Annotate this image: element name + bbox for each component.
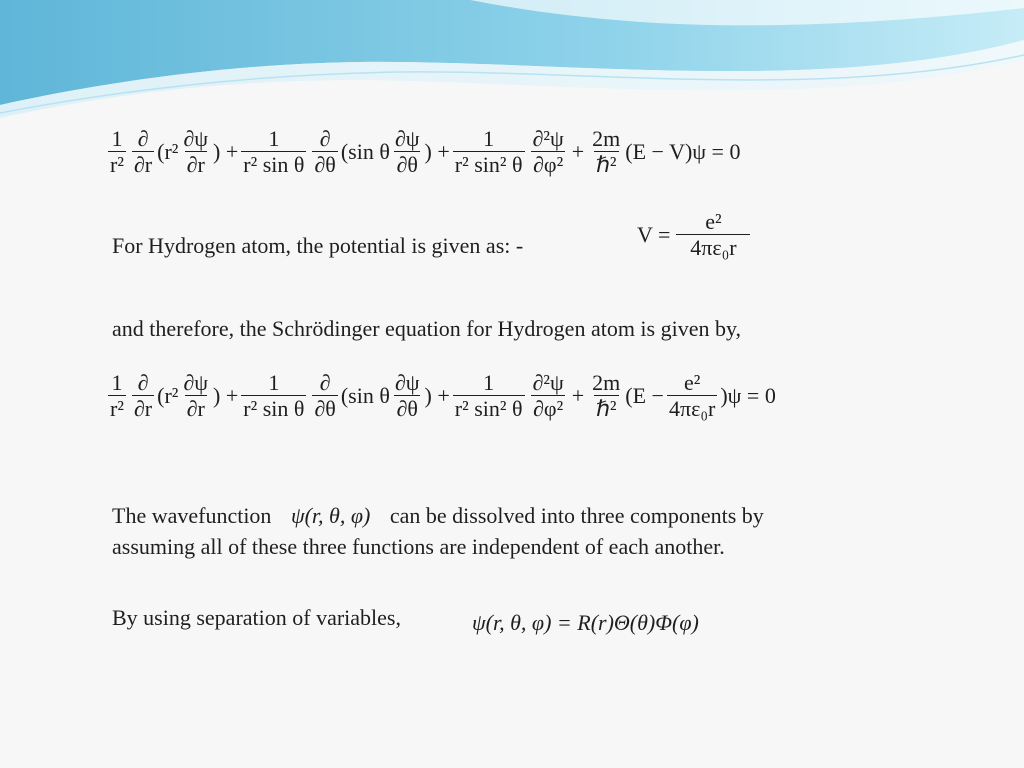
eq2-tail: )ψ = 0 xyxy=(720,383,776,409)
eq1-sin-open: (sin θ xyxy=(340,139,390,165)
equation-2 xyxy=(105,371,776,421)
eq1-close-plus: ) + xyxy=(213,139,239,165)
equation-1 xyxy=(105,127,740,177)
eq1-frac-1: $\frac{1}{\text{r²}}$ xyxy=(110,126,124,178)
eq2-open-2: (E − xyxy=(625,383,664,409)
schrodinger-text: and therefore, the Schrödinger equation for Hydrogen atom is given by, xyxy=(112,316,742,341)
eq1-frac-7: $\frac{1}{\text{r² sin² θ}}$ xyxy=(454,126,523,178)
eq2-frac-9: $\frac{2m}{\text{ℏ²}}$ xyxy=(592,370,621,422)
eq2-close-plus: ) + xyxy=(213,383,239,409)
eq1-close-plus-2: ) + xyxy=(424,139,450,165)
eq2-frac-4: $\frac{1}{\text{r² sin θ}}$ xyxy=(243,370,305,422)
eq2-frac-3: $\frac{\partial\psi}{\partial r}$ xyxy=(183,370,209,422)
wavefunction-text-b: can be dissolved into three components by xyxy=(389,503,764,528)
eq2-frac-6: $\frac{\partial\psi}{\partial\theta}$ xyxy=(394,370,420,422)
eq1-frac-8: $\frac{\text{∂²ψ}}{\text{∂φ²}}$ xyxy=(532,126,564,178)
eq2-frac-10: $\frac{\text{e²}}{\text{4πε₀r}}$ xyxy=(668,370,716,422)
eq2-frac-7: $\frac{1}{\text{r² sin² θ}}$ xyxy=(454,370,523,422)
potential-equation xyxy=(634,210,753,260)
potential-lhs: V = xyxy=(637,222,671,248)
eq2-frac-2: $\frac{\partial}{\partial r}$ xyxy=(133,370,153,422)
eq2-open: (r² xyxy=(157,383,179,409)
wavefunction-text-a: The wavefunction xyxy=(112,503,272,528)
potential-frac: $\frac{\text{e²}}{\text{4πε₀r}}$ xyxy=(676,210,750,260)
eq2-frac-1: $\frac{1}{\text{r²}}$ xyxy=(110,370,124,422)
eq2-close-plus-2: ) + xyxy=(424,383,450,409)
eq2-frac-5: $\frac{\partial}{\partial\theta}$ xyxy=(314,370,336,422)
eq1-frac-9: $\frac{2m}{\text{ℏ²}}$ xyxy=(592,126,621,178)
eq2-plus: + xyxy=(571,383,585,409)
wave-banner xyxy=(0,0,1024,130)
eq1-frac-6: $\frac{\partial\psi}{\partial\theta}$ xyxy=(394,126,420,178)
eq1-plus: + xyxy=(571,139,585,165)
eq1-frac-2: $\frac{\partial}{\partial r}$ xyxy=(133,126,153,178)
wavefunction-line-2: assuming all of these three functions are independent of each another. xyxy=(112,534,725,559)
eq1-frac-4: $\frac{1}{\text{r² sin θ}}$ xyxy=(243,126,305,178)
eq2-frac-8: $\frac{\text{∂²ψ}}{\text{∂φ²}}$ xyxy=(532,370,564,422)
wavefunction-line-1 xyxy=(112,503,764,529)
potential-text: For Hydrogen atom, the potential is given as: - xyxy=(112,233,524,258)
wavefunction-symbol: ψ(r, θ, φ) xyxy=(290,503,371,528)
eq2-sin-open: (sin θ xyxy=(340,383,390,409)
eq1-open: (r² xyxy=(157,139,179,165)
eq1-tail: (E − V)ψ = 0 xyxy=(625,139,741,165)
separation-equation: ψ(r, θ, φ) = R(r)Θ(θ)Φ(φ) xyxy=(472,610,699,635)
eq1-frac-3: $\frac{\partial\psi}{\partial r}$ xyxy=(183,126,209,178)
separation-text: By using separation of variables, xyxy=(112,605,401,630)
eq1-frac-5: $\frac{\partial}{\partial\theta}$ xyxy=(314,126,336,178)
